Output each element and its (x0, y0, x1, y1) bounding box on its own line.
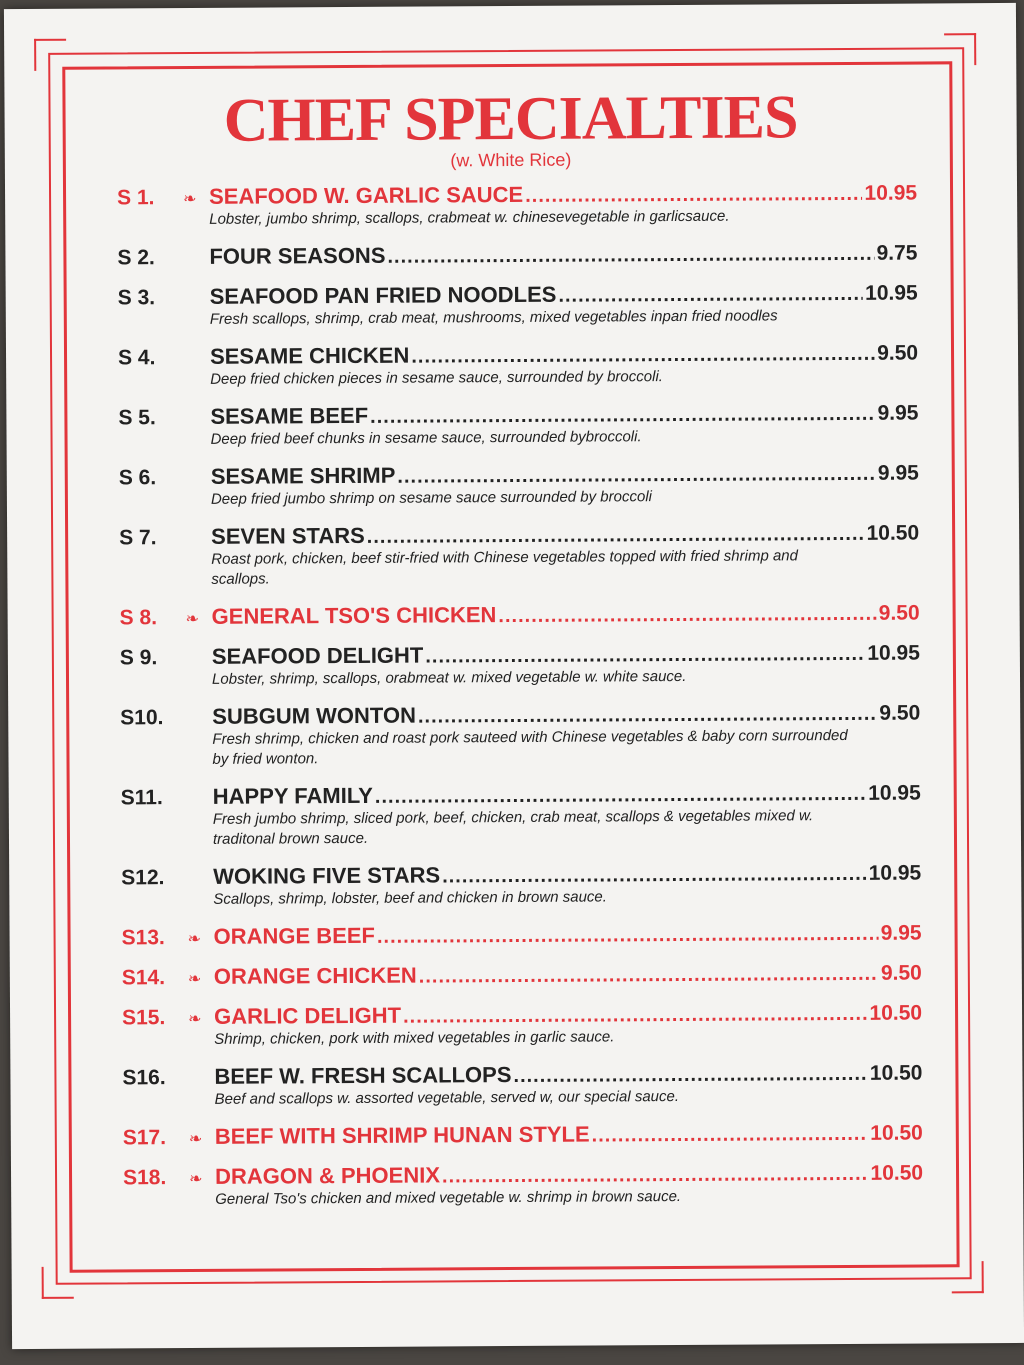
item-price: 10.95 (868, 861, 922, 885)
item-description: Fresh scallops, shrimp, crab meat, mushrooms, mixed vegetables inpan fried noodles (209, 307, 778, 328)
item-number: S15. (122, 1006, 166, 1030)
dot-leader (370, 403, 876, 429)
item-price: 9.50 (880, 961, 922, 985)
item-price: 9.50 (877, 341, 919, 365)
dot-leader (558, 283, 863, 308)
item-price: 9.50 (879, 701, 921, 725)
item-price: 10.50 (870, 1161, 924, 1185)
menu-item-line (122, 920, 922, 951)
item-description: Deep fried chicken pieces in sesame sauce, surrounded by broccoli. (210, 368, 663, 388)
item-name: SESAME CHICKEN (209, 342, 410, 369)
item-number: S 7. (119, 526, 157, 550)
item-number: S16. (122, 1066, 166, 1090)
item-price: 10.95 (868, 781, 921, 805)
item-number: S 6. (118, 466, 157, 490)
item-name: BEEF W. FRESH SCALLOPS (214, 1062, 512, 1089)
item-name: SEVEN STARS (211, 522, 365, 549)
item-name: ORANGE CHICKEN (213, 962, 417, 989)
item-price: 10.95 (865, 281, 918, 305)
menu-item (117, 240, 917, 271)
item-name: HAPPY FAMILY (212, 782, 373, 809)
hot-pepper-icon: ❧ (187, 930, 202, 948)
page-subtitle: (w. White Rice) (450, 149, 572, 171)
item-price: 10.95 (867, 641, 920, 665)
item-price: 9.95 (877, 401, 919, 425)
menu-item (118, 340, 918, 391)
dot-leader (387, 243, 874, 269)
item-price: 9.95 (880, 921, 922, 945)
item-name: GARLIC DELIGHT (213, 1002, 402, 1029)
item-number: S 2. (117, 246, 155, 270)
menu-item (117, 180, 917, 231)
item-number: S 3. (117, 286, 156, 310)
item-name: FOUR SEASONS (209, 242, 386, 269)
item-description: General Tso's chicken and mixed vegetable w. shrimp in brown sauce. (215, 1187, 682, 1208)
item-price: 10.50 (869, 1001, 923, 1025)
menu-item-line (118, 340, 918, 371)
dot-leader (418, 703, 878, 729)
item-price: 9.50 (878, 601, 920, 625)
menu-item (121, 860, 921, 911)
item-description: Scallops, shrimp, lobster, beef and chicken in brown sauce. (213, 888, 607, 908)
item-name: BEEF WITH SHRIMP HUNAN STYLE (214, 1121, 590, 1149)
item-name: DRAGON & PHOENIX (214, 1162, 441, 1189)
dot-leader (403, 1003, 868, 1029)
item-description: Deep fried jumbo shrimp on sesame sauce surrounded by broccoli (210, 488, 653, 508)
menu-item-line (119, 460, 919, 491)
dot-leader (592, 1123, 869, 1148)
dot-leader (397, 463, 876, 489)
menu-item (122, 1060, 922, 1111)
item-description: Fresh jumbo shrimp, sliced pork, beef, chicken, crab meat, scallops & vegetables mixed w. traditonal brown sauce. (212, 807, 814, 848)
hot-pepper-icon: ❧ (188, 1010, 202, 1028)
hot-pepper-icon: ❧ (188, 1130, 203, 1148)
item-price: 9.75 (876, 241, 918, 265)
menu-item (120, 700, 920, 771)
item-name: SESAME BEEF (210, 402, 369, 429)
dot-leader (442, 863, 867, 889)
menu-item (120, 600, 920, 631)
item-name: SEAFOOD DELIGHT (211, 642, 424, 669)
item-number: S10. (120, 706, 164, 730)
menu-item-line (122, 960, 922, 991)
item-description: Roast pork, chicken, beef stir-fried with Chinese vegetables topped with fried shrimp and scallops. (211, 547, 799, 588)
menu-item-line (122, 1060, 922, 1091)
menu-item (122, 920, 922, 951)
menu-item (121, 780, 921, 851)
item-number: S 9. (119, 646, 158, 670)
dot-leader (375, 783, 866, 809)
menu-item-line (123, 1120, 923, 1151)
menu-item-line (117, 240, 917, 271)
dot-leader (367, 523, 865, 549)
item-name: SESAME SHRIMP (210, 462, 396, 489)
item-number: S18. (122, 1166, 167, 1190)
item-price: 10.95 (864, 181, 918, 205)
item-price: 10.50 (870, 1121, 923, 1145)
dot-leader (442, 1163, 869, 1189)
item-price: 10.50 (866, 521, 920, 545)
menu-item-list (117, 180, 923, 1225)
menu-item-line (121, 860, 921, 891)
menu-item-line (117, 180, 917, 211)
item-price: 10.50 (869, 1061, 923, 1085)
item-number: S17. (122, 1126, 167, 1150)
menu-item (118, 280, 918, 331)
menu-item-line (118, 400, 918, 431)
hot-pepper-icon: ❧ (187, 970, 202, 988)
menu-item-line (123, 1160, 923, 1191)
item-number: S13. (121, 926, 165, 950)
item-description: Shrimp, chicken, pork with mixed vegetables in garlic sauce. (214, 1028, 615, 1048)
menu-item (123, 1160, 923, 1211)
dot-leader (419, 963, 879, 989)
menu-item-line (118, 280, 918, 311)
item-number: S 5. (118, 406, 156, 430)
page-title: CHEF SPECIALTIES (223, 83, 798, 155)
menu-item-line (119, 520, 919, 551)
item-number: S 4. (117, 346, 156, 370)
item-number: S11. (120, 786, 163, 810)
item-name: SEAFOOD W. GARLIC SAUCE (208, 181, 524, 209)
item-description: Fresh shrimp, chicken and roast pork sauteed with Chinese vegetables & baby corn surrounded by fried wonton. (212, 726, 848, 768)
item-number: S 1. (117, 186, 155, 210)
item-description: Lobster, jumbo shrimp, scallops, crabmeat w. chinesevegetable in garlicsauce. (209, 207, 730, 228)
menu-item (119, 460, 919, 511)
item-price: 9.95 (877, 461, 919, 485)
dot-leader (525, 183, 862, 208)
hot-pepper-icon: ❧ (183, 190, 197, 209)
dot-leader (513, 1063, 868, 1088)
menu-item (119, 520, 919, 591)
menu-page (4, 3, 1024, 1349)
menu-item (122, 1000, 922, 1051)
item-description: Beef and scallops w. assorted vegetable, served w, our special sauce. (214, 1088, 680, 1108)
menu-item (123, 1120, 923, 1151)
menu-item (120, 640, 920, 691)
hot-pepper-icon: ❧ (185, 610, 200, 629)
menu-item-line (120, 640, 920, 671)
menu-item (122, 960, 922, 991)
item-description: Deep fried beef chunks in sesame sauce, surrounded bybroccoli. (210, 428, 642, 448)
item-number: S 8. (119, 606, 158, 630)
item-description: Lobster, shrimp, scallops, orabmeat w. mixed vegetable w. white sauce. (211, 667, 687, 688)
menu-item-line (120, 600, 920, 631)
item-number: S12. (121, 866, 165, 890)
item-name: SEAFOOD PAN FRIED NOODLES (209, 281, 557, 309)
dot-leader (425, 643, 865, 669)
item-name: GENERAL TSO'S CHICKEN (211, 602, 497, 629)
item-name: ORANGE BEEF (213, 922, 376, 949)
menu-item (118, 400, 918, 451)
dot-leader (377, 923, 879, 949)
dot-leader (411, 343, 875, 369)
item-number: S14. (121, 966, 166, 990)
item-name: SUBGUM WONTON (212, 702, 417, 729)
item-name: WOKING FIVE STARS (213, 862, 441, 889)
dot-leader (498, 603, 877, 628)
menu-item-line (122, 1000, 922, 1031)
hot-pepper-icon: ❧ (189, 1170, 203, 1188)
